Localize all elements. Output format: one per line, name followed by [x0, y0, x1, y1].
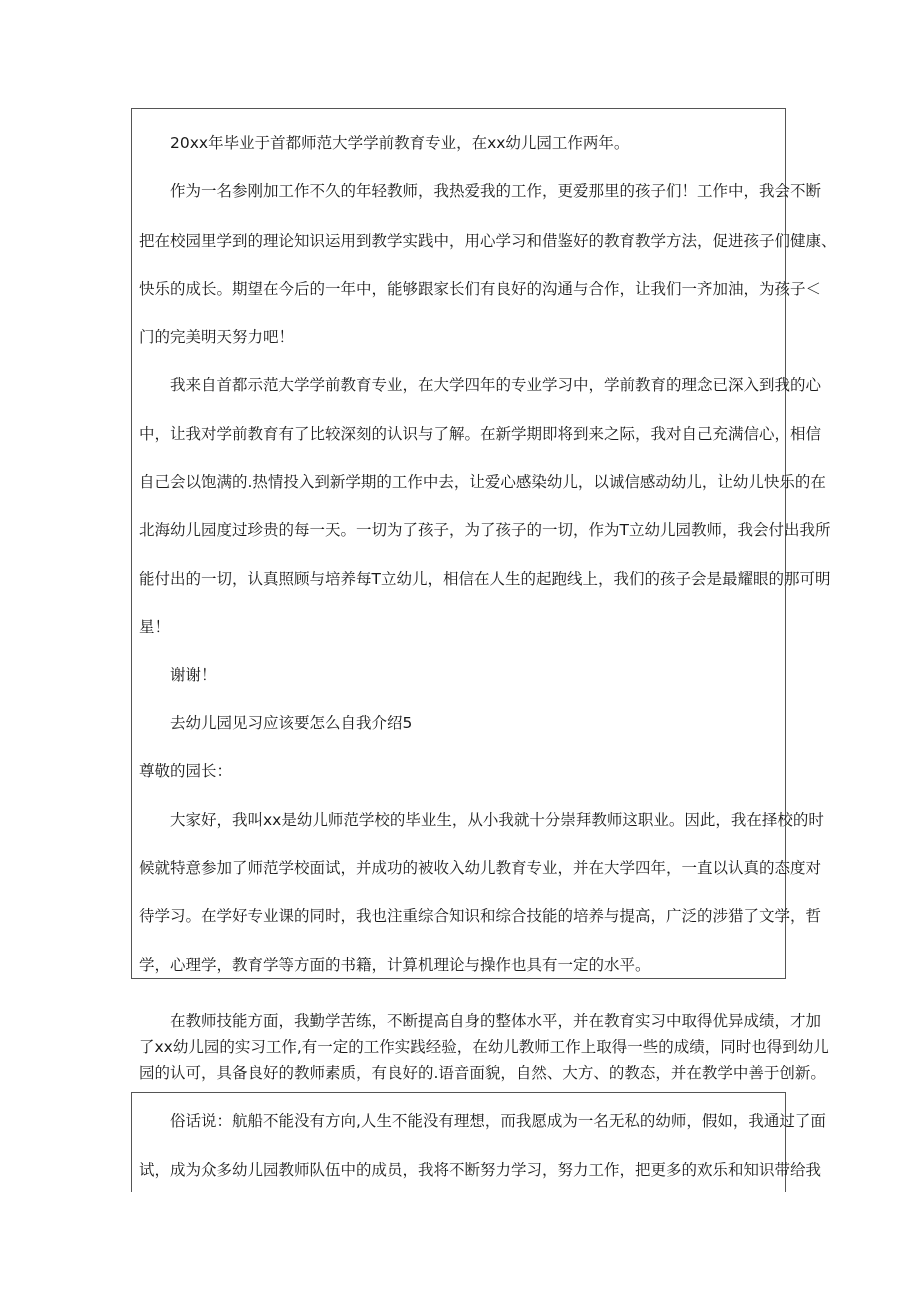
- paragraph-line: 把在校园里学到的理论知识运用到教学实践中，用心学习和借鉴好的教育教学方法，促进孩子们健康、: [139, 232, 837, 250]
- paragraph-line: 20xx年毕业于首都师范大学学前教育专业，在xx幼儿园工作两年。: [170, 134, 630, 152]
- paragraph-line: 了xx幼儿园的实习工作,有一定的工作实践经验，在幼儿教师工作上取得一些的成绩，同时也得到幼儿: [139, 1038, 829, 1056]
- paragraph-line: 候就特意参加了师范学校面试，并成功的被收入幼儿教育专业，并在大学四年，一直以认真的态度对: [139, 859, 822, 877]
- section-heading: 去幼儿园见习应该要怎么自我介绍5: [170, 714, 413, 732]
- paragraph-line: 学，心理学，教育学等方面的书籍，计算机理论与操作也具有一定的水平。: [139, 956, 651, 974]
- paragraph-line: 门的完美明天努力吧！: [139, 328, 295, 346]
- paragraph-line: 自己会以饱满的.热情投入到新学期的工作中去，让爱心感染幼儿，以诚信感动幼儿，让幼儿快乐的在: [139, 473, 826, 491]
- paragraph-line: 试，成为众多幼儿园教师队伍中的成员，我将不断努力学习，努力工作，把更多的欢乐和知识带给我: [139, 1161, 822, 1179]
- paragraph-line: 大家好，我叫xx是幼儿师范学校的毕业生，从小我就十分崇拜教师这职业。因此，我在择校的时: [170, 811, 824, 829]
- paragraph-line: 俗话说：航船不能没有方向,人生不能没有理想，而我愿成为一名无私的幼师，假如，我通过了面: [170, 1112, 826, 1130]
- salutation: 尊敬的园长：: [139, 762, 233, 780]
- paragraph-line: 北海幼儿园度过珍贵的每一天。一切为了孩子，为了孩子的一切，作为T立幼儿园教师，我会付出我所: [139, 521, 831, 539]
- paragraph-line: 在教师技能方面，我勤学苦练，不断提高自身的整体水平，并在教育实习中取得优异成绩，才加: [170, 1012, 822, 1030]
- paragraph-line: 快乐的成长。期望在今后的一年中，能够跟家长们有良好的沟通与合作，让我们一齐加油，为孩子＜: [139, 280, 822, 298]
- paragraph-line: 园的认可，具备良好的教师素质，有良好的.语音面貌，自然、大方、的教态，并在教学中善于创新。: [139, 1064, 826, 1082]
- paragraph-line: 能付出的一切，认真照顾与培养每T立幼儿，相信在人生的起跑线上，我们的孩子会是最耀眼的那可明: [139, 570, 831, 588]
- paragraph-line: 中，让我对学前教育有了比较深刻的认识与了解。在新学期即将到来之际，我对自己充满信心，相信: [139, 425, 822, 443]
- paragraph-line: 星！: [139, 618, 171, 636]
- paragraph-line: 待学习。在学好专业课的同时，我也注重综合知识和综合技能的培养与提高，广泛的涉猎了文学，哲: [139, 907, 822, 925]
- paragraph-line: 作为一名参刚加工作不久的年轻教师，我热爱我的工作，更爱那里的孩子们！工作中，我会不断: [170, 182, 822, 200]
- paragraph-line: 我来自首都示范大学学前教育专业，在大学四年的专业学习中，学前教育的理念已深入到我的心: [170, 376, 822, 394]
- closing-thanks: 谢谢！: [170, 666, 217, 684]
